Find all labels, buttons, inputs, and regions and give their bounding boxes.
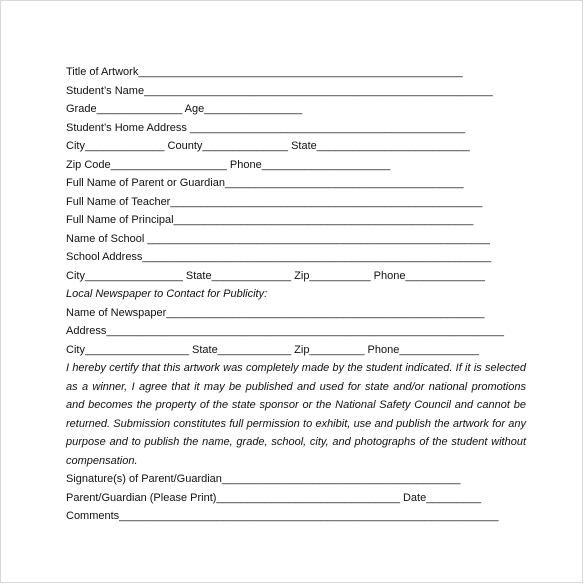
newspaper-address-field[interactable]: Address_________________________________________________________________ xyxy=(66,325,505,337)
student-home-address-field[interactable]: Student’s Home Address _____________________________________________ xyxy=(66,121,466,134)
artwork-entry-form xyxy=(66,63,526,526)
student-name-field[interactable]: Student’s Name_________________________________________________________ xyxy=(66,84,493,97)
parent-signature-field[interactable]: Signature(s) of Parent/Guardian_______________________________________ xyxy=(66,473,461,485)
zip-phone-field[interactable]: Zip Code___________________ Phone_____________________ xyxy=(66,158,391,171)
parent-guardian-name-field[interactable]: Full Name of Parent or Guardian_______________________________________ xyxy=(66,177,464,189)
principal-name-field[interactable]: Full Name of Principal_________________________________________________ xyxy=(66,214,474,226)
teacher-name-field[interactable]: Full Name of Teacher___________________________________________________ xyxy=(66,195,483,208)
newspaper-section-heading: Local Newspaper to Contact for Publicity: xyxy=(66,288,268,300)
school-city-state-zip-phone-field[interactable]: City________________ State_____________ Zip__________ Phone_____________ xyxy=(66,269,486,282)
parent-print-name-date-field[interactable]: Parent/Guardian (Please Print)______________________________ Date_________ xyxy=(66,491,482,504)
title-of-artwork-field[interactable]: Title of Artwork_____________________________________________________ xyxy=(66,66,463,78)
certification-statement: I hereby certify that this artwork was completely made by the student indicated. If it is selected as a winner, I agree that it may be published and used for state and/or national promotions and becomes the property of the state sponsor or the National Safety Council and cannot be returned. Submission constitutes full permission to exhibit, use and publish the artwork for any purpose and to publish the name, grade, school, city, and photographs of the student without compensation. xyxy=(66,362,526,467)
newspaper-city-state-zip-phone-field[interactable]: City_________________ State____________ Zip_________ Phone_____________ xyxy=(66,343,479,356)
city-county-state-field[interactable]: City_____________ County______________ State_________________________ xyxy=(66,140,470,152)
comments-field[interactable]: Comments______________________________________________________________ xyxy=(66,510,499,522)
newspaper-name-field[interactable]: Name of Newspaper____________________________________________________ xyxy=(66,306,485,319)
grade-age-field[interactable]: Grade______________ Age________________ xyxy=(66,103,303,115)
school-address-field[interactable]: School Address_________________________________________________________ xyxy=(66,251,492,263)
school-name-field[interactable]: Name of School ________________________________________________________ xyxy=(66,232,490,245)
